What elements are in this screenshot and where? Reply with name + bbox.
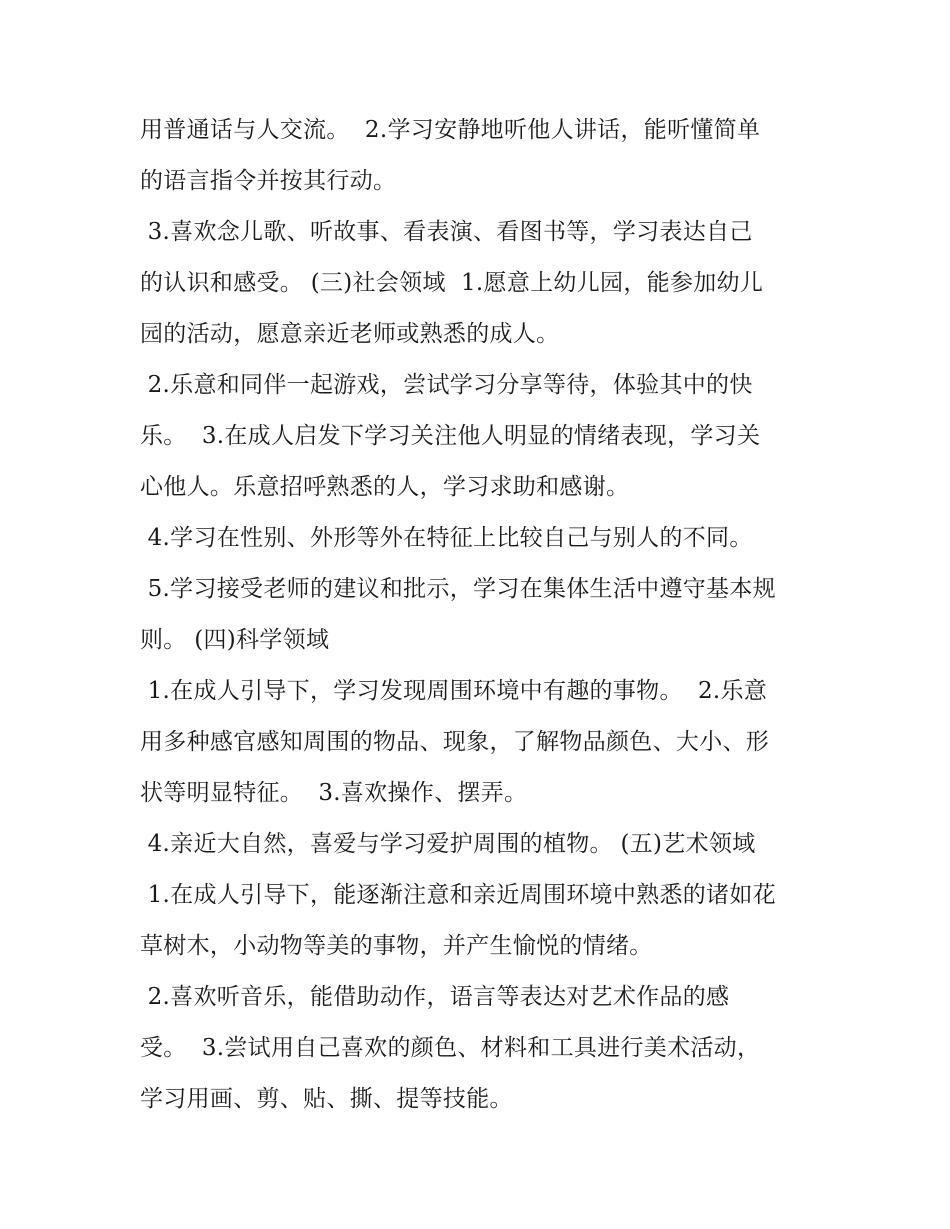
body-text <box>140 108 830 1128</box>
text-line: 用多种感官感知周围的物品、现象，了解物品颜色、大小、形 <box>140 729 770 755</box>
text-line: 的认识和感受。 (三)社会领域 1.愿意上幼儿园，能参加幼儿 <box>140 270 764 296</box>
text-line: 1.在成人引导下，学习发现周围环境中有趣的事物。 2.乐意 <box>140 678 768 704</box>
text-line: 4.学习在性别、外形等外在特征上比较自己与别人的不同。 <box>140 525 753 551</box>
text-line: 2.喜欢听音乐，能借助动作，语言等表达对艺术作品的感 <box>140 984 730 1010</box>
text-line: 受。 3.尝试用自己喜欢的颜色、材料和工具进行美术活动， <box>140 1035 761 1061</box>
text-line: 5.学习接受老师的建议和批示，学习在集体生活中遵守基本规 <box>140 576 776 602</box>
text-line: 乐。 3.在成人启发下学习关注他人明显的情绪表现，学习关 <box>140 423 761 449</box>
text-line: 3.喜欢念儿歌、听故事、看表演、看图书等，学习表达自己 <box>140 219 753 245</box>
text-line: 则。 (四)科学领域 <box>140 627 330 653</box>
text-line: 4.亲近大自然，喜爱与学习爱护周围的植物。 (五)艺术领域 <box>140 831 756 857</box>
text-line: 心他人。乐意招呼熟悉的人，学习求助和感谢。 <box>140 474 630 500</box>
text-line: 的语言指令并按其行动。 <box>140 168 397 194</box>
text-line: 用普通话与人交流。 2.学习安静地听他人讲话，能听懂简单 <box>140 117 761 143</box>
text-line: 1.在成人引导下，能逐渐注意和亲近周围环境中熟悉的诸如花 <box>140 882 776 908</box>
text-line: 草树木，小动物等美的事物，并产生愉悦的情绪。 <box>140 933 653 959</box>
text-line: 学习用画、剪、贴、撕、提等技能。 <box>140 1086 513 1112</box>
text-line: 2.乐意和同伴一起游戏，尝试学习分享等待，体验其中的快 <box>140 372 753 398</box>
text-line: 状等明显特征。 3.喜欢操作、摆弄。 <box>140 780 528 806</box>
text-line: 园的活动，愿意亲近老师或熟悉的成人。 <box>140 321 560 347</box>
